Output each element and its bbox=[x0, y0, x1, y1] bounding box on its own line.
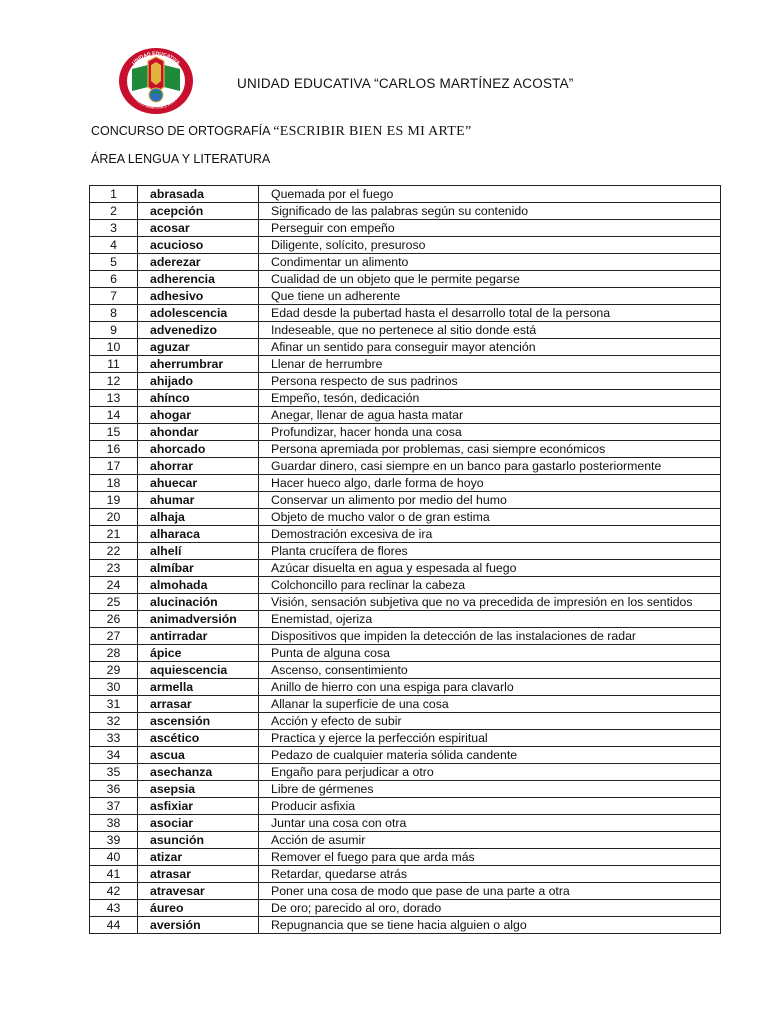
row-definition: Anegar, llenar de agua hasta matar bbox=[259, 407, 721, 424]
row-word: ahínco bbox=[138, 390, 259, 407]
row-definition: Practica y ejerce la perfección espiritual bbox=[259, 730, 721, 747]
row-number: 14 bbox=[90, 407, 138, 424]
table-row bbox=[90, 679, 721, 696]
school-logo bbox=[118, 47, 194, 115]
row-word: alhelí bbox=[138, 543, 259, 560]
school-title: UNIDAD EDUCATIVA “CARLOS MARTÍNEZ ACOSTA” bbox=[237, 76, 574, 91]
row-word: ascua bbox=[138, 747, 259, 764]
row-word: aderezar bbox=[138, 254, 259, 271]
contest-slogan: “ESCRIBIR BIEN ES MI ARTE” bbox=[273, 124, 472, 139]
table-row bbox=[90, 866, 721, 883]
row-word: arrasar bbox=[138, 696, 259, 713]
row-number: 31 bbox=[90, 696, 138, 713]
row-word: adherencia bbox=[138, 271, 259, 288]
row-number: 12 bbox=[90, 373, 138, 390]
row-word: ahogar bbox=[138, 407, 259, 424]
row-definition: Libre de gérmenes bbox=[259, 781, 721, 798]
row-word: alucinación bbox=[138, 594, 259, 611]
table-row bbox=[90, 288, 721, 305]
row-number: 33 bbox=[90, 730, 138, 747]
row-word: ahorrar bbox=[138, 458, 259, 475]
row-definition: De oro; parecido al oro, dorado bbox=[259, 900, 721, 917]
row-word: adolescencia bbox=[138, 305, 259, 322]
row-word: armella bbox=[138, 679, 259, 696]
row-definition: Condimentar un alimento bbox=[259, 254, 721, 271]
table-row bbox=[90, 611, 721, 628]
row-definition: Acción de asumir bbox=[259, 832, 721, 849]
row-definition: Persona respecto de sus padrinos bbox=[259, 373, 721, 390]
row-number: 28 bbox=[90, 645, 138, 662]
row-number: 10 bbox=[90, 339, 138, 356]
row-word: ahumar bbox=[138, 492, 259, 509]
row-definition: Empeño, tesón, dedicación bbox=[259, 390, 721, 407]
row-word: áureo bbox=[138, 900, 259, 917]
table-row bbox=[90, 203, 721, 220]
row-number: 20 bbox=[90, 509, 138, 526]
table-row bbox=[90, 509, 721, 526]
row-definition: Azúcar disuelta en agua y espesada al fuego bbox=[259, 560, 721, 577]
row-definition: Retardar, quedarse atrás bbox=[259, 866, 721, 883]
row-word: adhesivo bbox=[138, 288, 259, 305]
row-definition: Ascenso, consentimiento bbox=[259, 662, 721, 679]
row-definition: Remover el fuego para que arda más bbox=[259, 849, 721, 866]
row-word: alharaca bbox=[138, 526, 259, 543]
row-word: asunción bbox=[138, 832, 259, 849]
row-number: 18 bbox=[90, 475, 138, 492]
table-row bbox=[90, 543, 721, 560]
row-definition: Pedazo de cualquier materia sólida candente bbox=[259, 747, 721, 764]
table-row bbox=[90, 815, 721, 832]
row-definition: Llenar de herrumbre bbox=[259, 356, 721, 373]
row-word: ahondar bbox=[138, 424, 259, 441]
row-word: asociar bbox=[138, 815, 259, 832]
table-row bbox=[90, 356, 721, 373]
row-definition: Que tiene un adherente bbox=[259, 288, 721, 305]
row-number: 17 bbox=[90, 458, 138, 475]
row-number: 19 bbox=[90, 492, 138, 509]
table-row bbox=[90, 441, 721, 458]
row-number: 32 bbox=[90, 713, 138, 730]
row-word: animadversión bbox=[138, 611, 259, 628]
row-number: 3 bbox=[90, 220, 138, 237]
row-word: ahuecar bbox=[138, 475, 259, 492]
area-title: ÁREA LENGUA Y LITERATURA bbox=[91, 152, 271, 166]
row-word: atrasar bbox=[138, 866, 259, 883]
row-word: almohada bbox=[138, 577, 259, 594]
table-row bbox=[90, 458, 721, 475]
row-number: 39 bbox=[90, 832, 138, 849]
row-definition: Quemada por el fuego bbox=[259, 186, 721, 203]
table-row bbox=[90, 492, 721, 509]
contest-title bbox=[91, 124, 472, 140]
row-number: 30 bbox=[90, 679, 138, 696]
row-number: 36 bbox=[90, 781, 138, 798]
row-number: 13 bbox=[90, 390, 138, 407]
row-definition: Enemistad, ojeriza bbox=[259, 611, 721, 628]
row-number: 40 bbox=[90, 849, 138, 866]
row-definition: Objeto de mucho valor o de gran estima bbox=[259, 509, 721, 526]
row-word: acosar bbox=[138, 220, 259, 237]
table-row bbox=[90, 424, 721, 441]
row-number: 44 bbox=[90, 917, 138, 934]
row-definition: Profundizar, hacer honda una cosa bbox=[259, 424, 721, 441]
row-definition: Juntar una cosa con otra bbox=[259, 815, 721, 832]
table-row bbox=[90, 883, 721, 900]
row-number: 41 bbox=[90, 866, 138, 883]
row-number: 4 bbox=[90, 237, 138, 254]
row-word: aherrumbrar bbox=[138, 356, 259, 373]
row-number: 25 bbox=[90, 594, 138, 611]
row-definition: Afinar un sentido para conseguir mayor atención bbox=[259, 339, 721, 356]
row-number: 15 bbox=[90, 424, 138, 441]
table-row bbox=[90, 730, 721, 747]
row-word: aquiescencia bbox=[138, 662, 259, 679]
row-word: atravesar bbox=[138, 883, 259, 900]
row-definition: Anillo de hierro con una espiga para clavarlo bbox=[259, 679, 721, 696]
row-number: 27 bbox=[90, 628, 138, 645]
row-number: 26 bbox=[90, 611, 138, 628]
table-row bbox=[90, 696, 721, 713]
row-definition: Guardar dinero, casi siempre en un banco para gastarlo posteriormente bbox=[259, 458, 721, 475]
row-word: acucioso bbox=[138, 237, 259, 254]
row-number: 42 bbox=[90, 883, 138, 900]
row-word: acepción bbox=[138, 203, 259, 220]
table-row bbox=[90, 526, 721, 543]
row-number: 21 bbox=[90, 526, 138, 543]
table-row bbox=[90, 339, 721, 356]
row-number: 22 bbox=[90, 543, 138, 560]
row-number: 5 bbox=[90, 254, 138, 271]
row-definition: Demostración excesiva de ira bbox=[259, 526, 721, 543]
row-definition: Indeseable, que no pertenece al sitio donde está bbox=[259, 322, 721, 339]
row-word: asfixiar bbox=[138, 798, 259, 815]
row-word: aversión bbox=[138, 917, 259, 934]
row-number: 8 bbox=[90, 305, 138, 322]
table-row bbox=[90, 798, 721, 815]
row-word: atizar bbox=[138, 849, 259, 866]
row-definition: Persona apremiada por problemas, casi siempre económicos bbox=[259, 441, 721, 458]
row-definition: Poner una cosa de modo que pase de una parte a otra bbox=[259, 883, 721, 900]
row-word: ascensión bbox=[138, 713, 259, 730]
row-number: 6 bbox=[90, 271, 138, 288]
table-row bbox=[90, 747, 721, 764]
row-number: 7 bbox=[90, 288, 138, 305]
row-definition: Conservar un alimento por medio del humo bbox=[259, 492, 721, 509]
row-word: ahorcado bbox=[138, 441, 259, 458]
table-row bbox=[90, 390, 721, 407]
row-number: 9 bbox=[90, 322, 138, 339]
row-number: 37 bbox=[90, 798, 138, 815]
logo-top-text: UNIDAD EDUCATIVA bbox=[131, 50, 181, 67]
row-definition: Engaño para perjudicar a otro bbox=[259, 764, 721, 781]
row-word: advenedizo bbox=[138, 322, 259, 339]
table-row bbox=[90, 305, 721, 322]
table-row bbox=[90, 271, 721, 288]
row-number: 2 bbox=[90, 203, 138, 220]
row-definition: Punta de alguna cosa bbox=[259, 645, 721, 662]
row-word: antirradar bbox=[138, 628, 259, 645]
row-definition: Perseguir con empeño bbox=[259, 220, 721, 237]
row-word: asepsia bbox=[138, 781, 259, 798]
table-row bbox=[90, 237, 721, 254]
table-row bbox=[90, 560, 721, 577]
table-row bbox=[90, 475, 721, 492]
table-row bbox=[90, 220, 721, 237]
spelling-word-table bbox=[89, 185, 721, 934]
table-row bbox=[90, 628, 721, 645]
table-row bbox=[90, 832, 721, 849]
row-definition: Significado de las palabras según su contenido bbox=[259, 203, 721, 220]
table-row bbox=[90, 917, 721, 934]
row-definition: Edad desde la pubertad hasta el desarrollo total de la persona bbox=[259, 305, 721, 322]
row-number: 43 bbox=[90, 900, 138, 917]
row-word: ahijado bbox=[138, 373, 259, 390]
row-definition: Acción y efecto de subir bbox=[259, 713, 721, 730]
row-definition: Cualidad de un objeto que le permite pegarse bbox=[259, 271, 721, 288]
table-row bbox=[90, 713, 721, 730]
row-word: ápice bbox=[138, 645, 259, 662]
contest-prefix: CONCURSO DE ORTOGRAFÍA bbox=[91, 124, 270, 138]
row-word: alhaja bbox=[138, 509, 259, 526]
row-definition: Dispositivos que impiden la detección de las instalaciones de radar bbox=[259, 628, 721, 645]
row-definition: Visión, sensación subjetiva que no va precedida de impresión en los sentidos bbox=[259, 594, 721, 611]
row-number: 11 bbox=[90, 356, 138, 373]
row-definition: Hacer hueco algo, darle forma de hoyo bbox=[259, 475, 721, 492]
row-definition: Planta crucífera de flores bbox=[259, 543, 721, 560]
row-definition: Allanar la superficie de una cosa bbox=[259, 696, 721, 713]
row-word: almíbar bbox=[138, 560, 259, 577]
table-row bbox=[90, 764, 721, 781]
row-number: 23 bbox=[90, 560, 138, 577]
row-number: 35 bbox=[90, 764, 138, 781]
table-row bbox=[90, 594, 721, 611]
row-word: abrasada bbox=[138, 186, 259, 203]
row-number: 29 bbox=[90, 662, 138, 679]
row-definition: Diligente, solícito, presuroso bbox=[259, 237, 721, 254]
table-row bbox=[90, 645, 721, 662]
row-definition: Colchoncillo para reclinar la cabeza bbox=[259, 577, 721, 594]
table-row bbox=[90, 577, 721, 594]
row-number: 1 bbox=[90, 186, 138, 203]
table-row bbox=[90, 781, 721, 798]
row-word: asechanza bbox=[138, 764, 259, 781]
row-number: 38 bbox=[90, 815, 138, 832]
table-row bbox=[90, 322, 721, 339]
row-number: 24 bbox=[90, 577, 138, 594]
row-number: 34 bbox=[90, 747, 138, 764]
table-row bbox=[90, 900, 721, 917]
row-definition: Repugnancia que se tiene hacia alguien o algo bbox=[259, 917, 721, 934]
table-row bbox=[90, 186, 721, 203]
table-row bbox=[90, 373, 721, 390]
row-definition: Producir asfixia bbox=[259, 798, 721, 815]
row-word: ascético bbox=[138, 730, 259, 747]
table-row bbox=[90, 407, 721, 424]
row-word: aguzar bbox=[138, 339, 259, 356]
table-row bbox=[90, 849, 721, 866]
table-row bbox=[90, 254, 721, 271]
row-number: 16 bbox=[90, 441, 138, 458]
logo-bottom-text: CARLOS MARTÍNEZ ACOSTA bbox=[130, 91, 182, 111]
table-row bbox=[90, 662, 721, 679]
